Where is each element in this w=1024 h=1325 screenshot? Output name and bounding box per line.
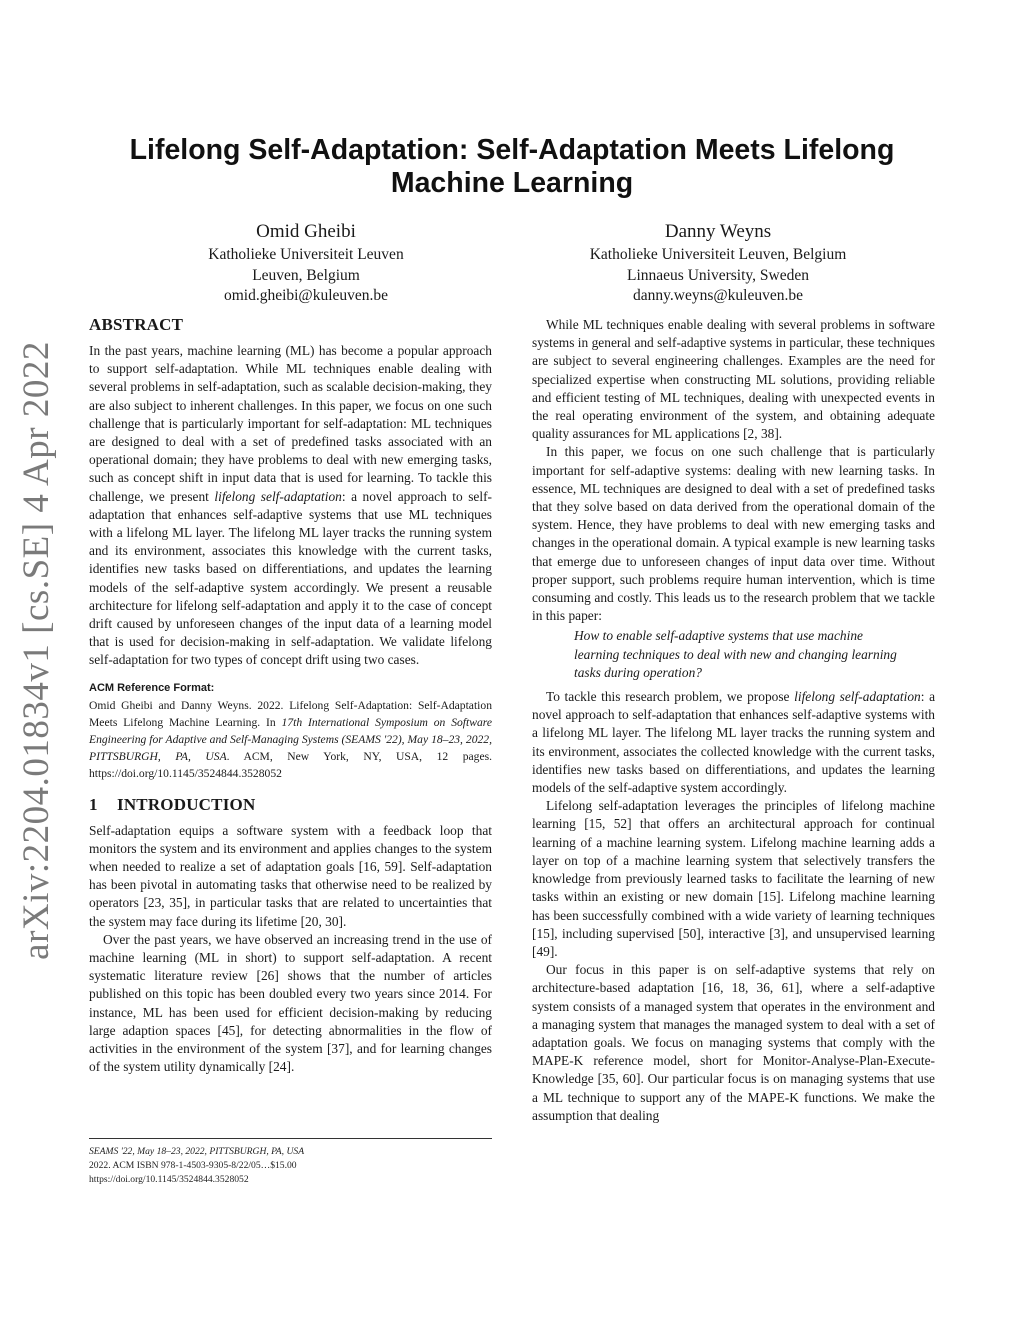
section-number: 1	[89, 794, 98, 814]
title-line-1: Lifelong Self-Adaptation: Self-Adaptation Meets Lifelong	[129, 134, 895, 166]
abstract-term: lifelong self-adaptation	[214, 488, 342, 504]
footnote-divider	[89, 1138, 492, 1139]
body-paragraph-3: To tackle this research problem, we propose lifelong self-adaptation: a novel approach to self-adaptation that enhances self-adaptive systems with a lifelong ML layer. The lifelong ML layer tracks the running system and its environment, associates the collected knowledge with the current tasks, identifies new tasks based on differentiations, and updates the learning models of the self-adaptive system accordingly.	[532, 689, 936, 796]
acm-reference-venue: 17th International Symposium on Software Engineering for Adaptive and Self-Managing Systems (SEAMS '22), May 18–23, 2022, PITTSBURGH, PA, USA	[89, 715, 492, 763]
author-name: Omid Gheibi	[256, 221, 356, 242]
left-column	[89, 314, 492, 1077]
abstract-text: In the past years, machine learning (ML) has become a popular approach to support self-adaptation. While ML techniques enable dealing with several problems in self-adaptation, such as scalable decision-making, they are also subject to inherent challenges. In this paper, we focus on one such challenge that is particularly important for self-adaptation: ML techniques are designed to deal with a set of predefined tasks associated with an operational domain; they have problems to deal with new emerging tasks, such as concept shift in input data that is used for learning. To tackle this challenge, we present lifelong self-adaptation: a novel approach to self-adaptation that enhances self-adaptive systems that use ML techniques with a lifelong ML layer. The lifelong ML layer tracks the running system and its environment, associates this knowledge with the current tasks, identifies new tasks based on differentiations, and updates the learning models of the self-adaptive system accordingly. We present a reusable architecture for lifelong self-adaptation and apply it to the case of concept drift caused by unforeseen changes of the input data of a learning model that is used for decision-making in self-adaptation. We validate lifelong self-adaptation for two types of concept drift using two cases.	[89, 343, 492, 668]
copyright-footnote	[89, 1145, 492, 1187]
author-email[interactable]: omid.gheibi@kuleuven.be	[223, 287, 389, 304]
footnote-venue: SEAMS '22, May 18–23, 2022, PITTSBURGH, PA, USA	[89, 1146, 305, 1157]
author-location: Leuven, Belgium	[252, 266, 360, 284]
author-affiliation-2: Linnaeus University, Sweden	[627, 266, 809, 284]
abstract-heading: ABSTRACT	[89, 315, 184, 334]
introduction-heading	[89, 794, 492, 816]
author-affiliation: Katholieke Universiteit Leuven, Belgium	[589, 246, 847, 263]
body-term: lifelong self-adaptation	[794, 689, 921, 705]
section-title: INTRODUCTION	[117, 794, 256, 814]
author-block-1	[166, 219, 446, 307]
introduction-paragraph-1: Self-adaptation equips a software system with a feedback loop that monitors the system and its environment and applies changes to the system when needed to realize a set of adaptation goals [16, 59]. Self-adaptation has been pivotal in automating tasks that otherwise need to be realized by operators [23, 35], in particular tasks that are related to uncertainties that the system may face during its lifetime [20, 30].	[89, 822, 492, 929]
body-paragraph-1: While ML techniques enable dealing with several problems in software systems in general and self-adaptive systems in particular, these techniques are subject to several engineering challenges. Examples are the need for specialized expertise when constructing ML solutions, providing reliable and efficient testing of ML techniques, dealing with unexpected events in the real operating environment of the system, and obtaining adequate quality assurances for ML applications [2, 38].	[532, 317, 935, 442]
author-affiliation: Katholieke Universiteit Leuven	[208, 246, 404, 263]
arxiv-stamp	[8, 340, 64, 960]
body-paragraph-5: Our focus in this paper is on self-adaptive systems that rely on architecture-based adaptation [16, 18, 36, 61], where a self-adaptive system consists of a managed system that operates in the environment and a managing system that manages the managed system to deal with a set of adaptation goals. We focus on managing systems that comply with the MAPE-K reference model, short for Monitor-Analyse-Plan-Execute-Knowledge [35, 60]. Our particular focus is on managing systems that use a ML technique to support any of the MAPE-K functions. We make the assumption that dealing	[532, 962, 935, 1123]
footnote-doi[interactable]: https://doi.org/10.1145/3524844.3528052	[89, 1174, 249, 1185]
author-name: Danny Weyns	[664, 221, 772, 242]
author-block-2	[548, 219, 888, 307]
title-line-2: Machine Learning	[390, 167, 634, 199]
research-question: How to enable self-adaptive systems that use machine learning techniques to deal with new and changing learning tasks during operation?	[574, 628, 897, 680]
right-column	[532, 316, 935, 1125]
body-paragraph-2: In this paper, we focus on one such challenge that is particularly important for self-adaptive systems: dealing with new learning tasks. In essence, ML techniques are designed to deal with a set of predefined tasks that they solve based on data derived from the operational domain of the system. Hence, they have problems to deal with new emerging tasks and changes in the operational domain. A typical example is new learning tasks that emerge due to unforeseen changes of input data over time. Without proper support, such problems require human intervention, which is time consuming and costly. This leads us to the research problem that we tackle in this paper:	[532, 444, 935, 624]
author-email[interactable]: danny.weyns@kuleuven.be	[633, 287, 803, 304]
paper-title	[100, 134, 924, 200]
introduction-paragraph-2: Over the past years, we have observed an increasing trend in the use of machine learning (ML in short) to support self-adaptation. A recent systematic literature review [26] shows that the number of articles published on this topic has been doubled every two years since 2014. For instance, ML has been used for efficient decision-making by reducing large adaption spaces [45], for detecting abnormalities in the flow of activities in the environment of the system [37], and for learning changes of the system utility dynamically [24].	[89, 931, 492, 1075]
arxiv-identifier: arXiv:2204.01834v1 [cs.SE] 4 Apr 2022	[15, 340, 57, 960]
acm-reference-text: Omid Gheibi and Danny Weyns. 2022. Lifelong Self-Adaptation: Self-Adaptation Meets Lifelong Machine Learning. In 17th International Symposium on Software Engineering for Adaptive and Self-Managing Systems (SEAMS '22), May 18–23, 2022, PITTSBURGH, PA, USA. ACM, New York, NY, USA, 12 pages. https://doi.org/10.1145/3524844.3528052	[89, 698, 493, 780]
acm-reference-heading: ACM Reference Format:	[89, 681, 215, 694]
footnote-isbn: 2022. ACM ISBN 978-1-4503-9305-8/22/05…$15.00	[89, 1160, 297, 1171]
body-paragraph-4: Lifelong self-adaptation leverages the principles of lifelong machine learning [15, 52] that offers an architectural approach for continual learning of a machine learning system. Lifelong machine learning adds a layer on top of a machine learning system that selectively transfers the knowledge from previously learned tasks to facilitate the learning of new tasks within an existing or new domain [15]. Lifelong machine learning has been successfully combined with a wide variety of learning techniques [15], including supervised [50], interactive [3], and unsupervised learning [49].	[532, 798, 935, 959]
